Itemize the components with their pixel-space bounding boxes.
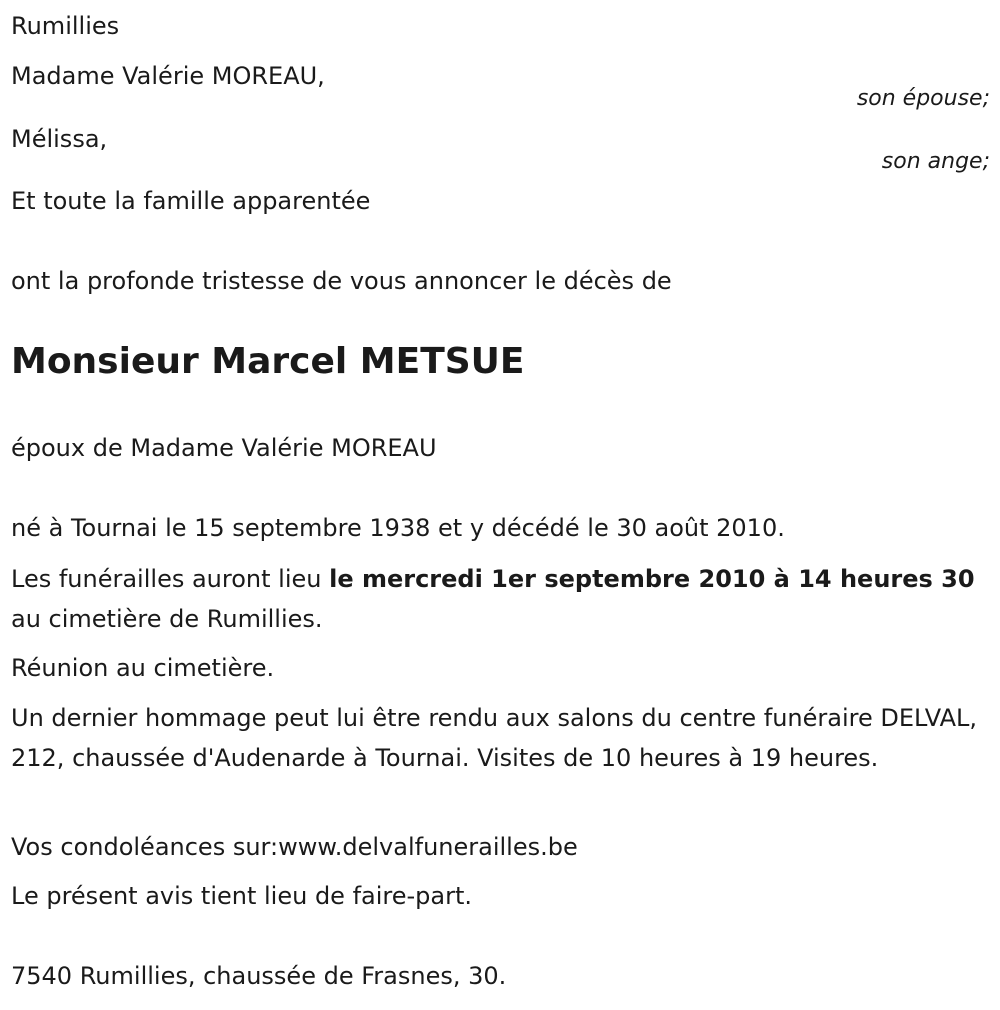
place-line: Rumillies [11,12,120,40]
birth-death-line: né à Tournai le 15 septembre 1938 et y décédé le 30 août 2010. [11,514,785,542]
announcement-line: ont la profonde tristesse de vous annoncer le décès de [11,267,672,295]
mourner-daughter-relation: son ange; [881,149,990,174]
condolences-line: Vos condoléances sur:www.delvalfunerailles.be [11,833,578,861]
notice-line: Le présent avis tient lieu de faire-part. [11,882,473,910]
funeral-paragraph [11,559,986,639]
funeral-suffix: au cimetière de Rumillies. [11,605,323,633]
mourner-daughter: Mélissa, [11,125,108,153]
deceased-name: Monsieur Marcel METSUE [11,341,525,382]
funeral-date: le mercredi 1er septembre 2010 à 14 heures 30 [329,565,975,593]
tribute-paragraph: Un dernier hommage peut lui être rendu aux salons du centre funéraire DELVAL, 212, chaussée d'Audenarde à Tournai. Visites de 10 heures à 19 heures. [11,704,978,772]
family-line: Et toute la famille apparentée [11,187,371,215]
mourner-spouse: Madame Valérie MOREAU, [11,62,325,90]
spouse-line: époux de Madame Valérie MOREAU [11,434,437,462]
address-line: 7540 Rumillies, chaussée de Frasnes, 30. [11,962,507,990]
meeting-line: Réunion au cimetière. [11,654,275,682]
mourner-spouse-relation: son épouse; [856,86,990,111]
funeral-prefix: Les funérailles auront lieu [11,565,330,593]
